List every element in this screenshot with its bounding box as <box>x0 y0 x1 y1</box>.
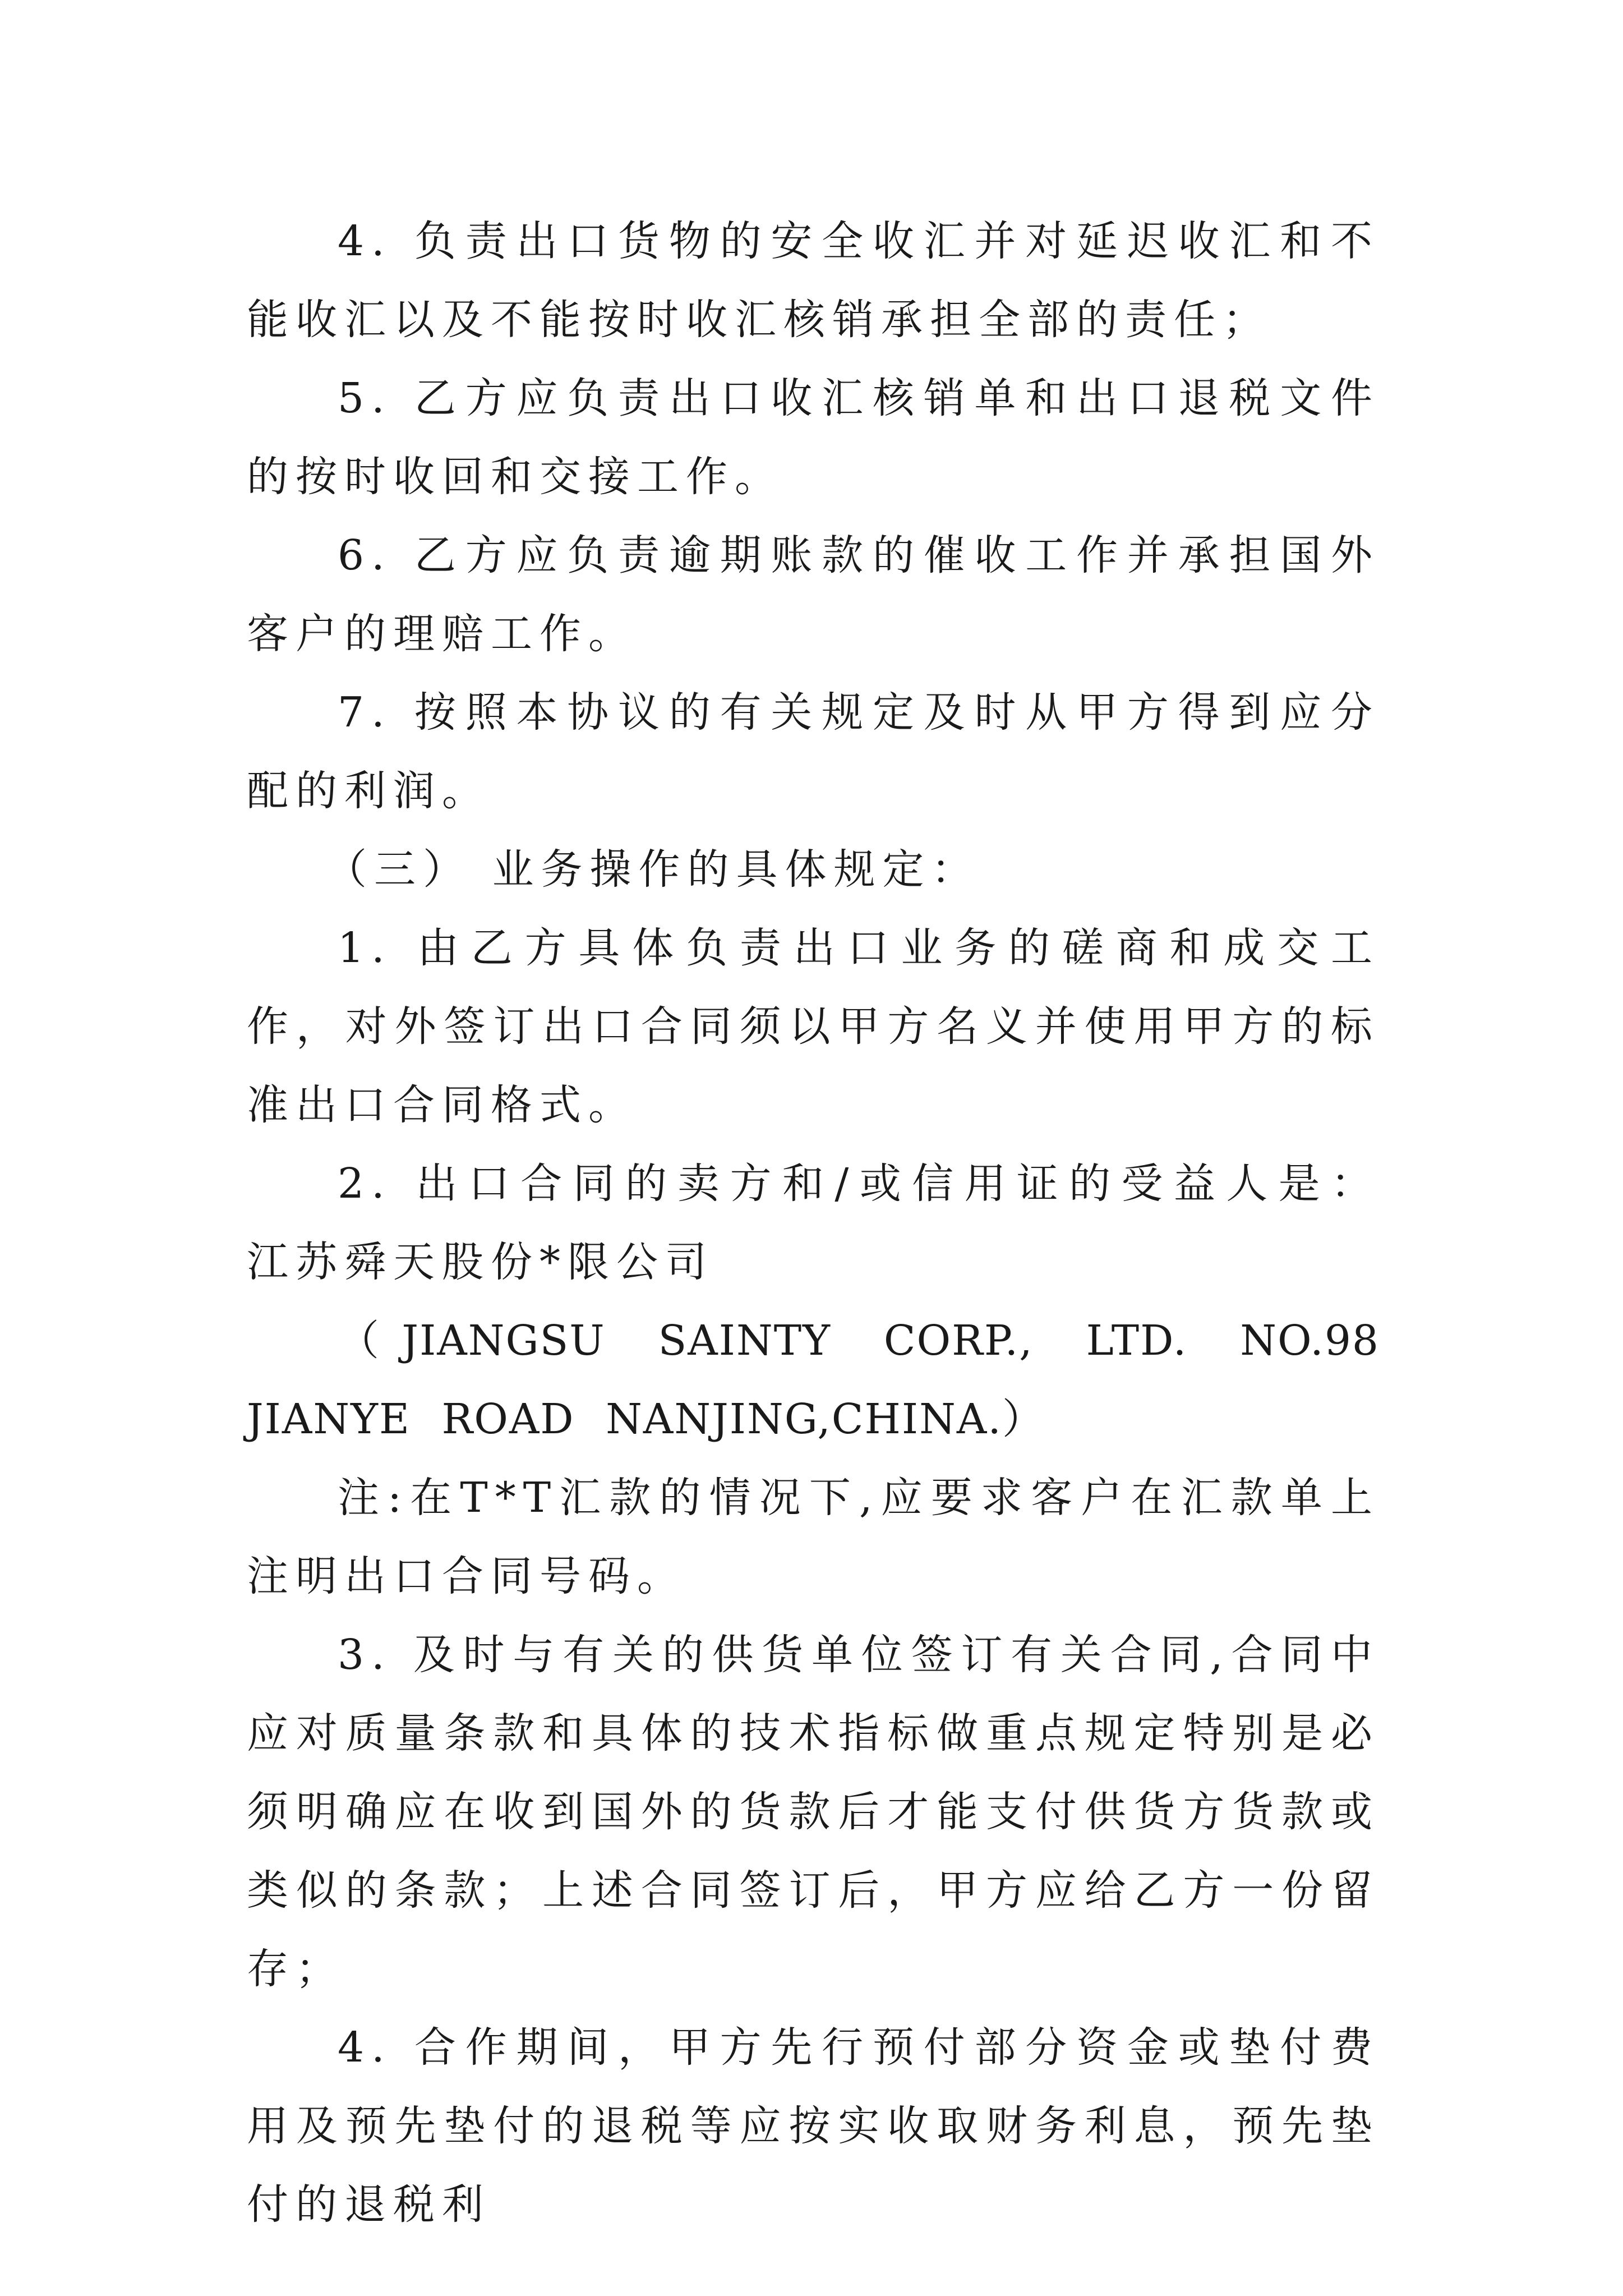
paragraph-item-5-verification: 5. 乙方应负责出口收汇核销单和出口退税文件的按时收回和交接工作。 <box>247 374 1380 501</box>
paragraph-item-3-supply-contract: 3. 及时与有关的供货单位签订有关合同,合同中应对质量条款和具体的技术指标做重点规定特别是必须明确应在收到国外的货款后才能支付供货方货款或类似的条款；上述合同签订后，甲方应给乙方一份留存； <box>247 1631 1380 1993</box>
paragraph-note-remittance: 注:在T*T汇款的情况下,应要求客户在汇款单上注明出口合同号码。 <box>247 1474 1380 1600</box>
paragraph-item-1-negotiation: 1. 由乙方具体负责出口业务的磋商和成交工作，对外签订出口合同须以甲方名义并使用甲方的标准出口合同格式。 <box>247 924 1380 1129</box>
paragraph-item-2-beneficiary: 2. 出口合同的卖方和/或信用证的受益人是： 江苏舜天股份*限公司 <box>247 1159 1380 1286</box>
paragraph-item-6-collection: 6. 乙方应负责逾期账款的催收工作并承担国外客户的理赔工作。 <box>247 531 1380 658</box>
paragraph-item-4-responsibility: 4. 负责出口货物的安全收汇并对延迟收汇和不能收汇以及不能按时收汇核销承担全部的责任； <box>247 217 1380 344</box>
paragraph-company-address: （JIANGSU SAINTY CORP., LTD. NO.98 JIANYE ROAD NANJING,CHINA.） <box>247 1317 1380 1443</box>
section-heading-operations: （三） 业务操作的具体规定： <box>325 845 980 894</box>
paragraph-item-7-profit: 7. 按照本协议的有关规定及时从甲方得到应分配的利润。 <box>247 688 1380 815</box>
paragraph-item-4-interest: 4. 合作期间，甲方先行预付部分资金或垫付费用及预先垫付的退税等应按实收取财务利息，预先垫付的退税利 <box>247 2023 1380 2229</box>
document-body <box>247 202 1380 2244</box>
